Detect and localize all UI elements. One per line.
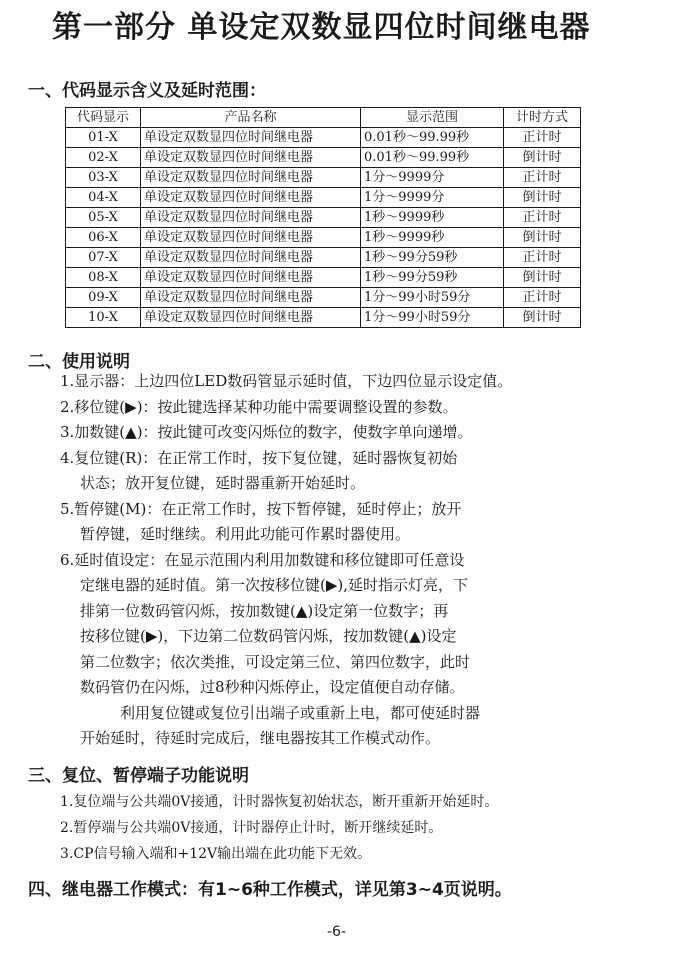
usage-line: 4.复位键(R)：在正常工作时，按下复位键，延时器恢复初始 <box>60 448 458 467</box>
table-row <box>66 168 581 188</box>
cell-code: 09-X <box>66 288 141 308</box>
cell-product: 单设定双数显四位时间继电器 <box>141 308 361 328</box>
cell-product: 单设定双数显四位时间继电器 <box>141 148 361 168</box>
usage-line: 6.延时值设定：在显示范围内利用加数键和移位键即可任意设 <box>60 550 465 569</box>
table-row <box>66 188 581 208</box>
cell-code: 02-X <box>66 148 141 168</box>
usage-line: 状态；放开复位键，延时器重新开始延时。 <box>80 474 366 492</box>
table-row <box>66 228 581 248</box>
table-row <box>66 128 581 148</box>
usage-line: 开始延时，待延时完成后，继电器按其工作模式动作。 <box>80 729 441 747</box>
cell-code: 01-X <box>66 128 141 148</box>
table-row <box>66 208 581 228</box>
cell-product: 单设定双数显四位时间继电器 <box>141 208 361 228</box>
cell-range: 1分～9999分 <box>361 188 504 208</box>
section-heading-work-modes: 四、继电器工作模式：有1~6种工作模式，详见第3~4页说明。 <box>28 880 512 900</box>
usage-line: 暂停键，延时继续。利用此功能可作累时器使用。 <box>80 525 411 543</box>
cell-product: 单设定双数显四位时间继电器 <box>141 128 361 148</box>
usage-line: 排第一位数码管闪烁，按加数键(▲)设定第一位数字；再 <box>80 601 449 620</box>
usage-instructions <box>60 369 620 752</box>
cell-mode: 正计时 <box>504 248 581 268</box>
page-number: -6- <box>326 924 346 940</box>
cell-mode: 倒计时 <box>504 188 581 208</box>
usage-line: 利用复位键或复位引出端子或重新上电，都可使延时器 <box>120 703 481 722</box>
cell-code: 04-X <box>66 188 141 208</box>
cell-range: 0.01秒～99.99秒 <box>361 148 504 168</box>
column-header-mode: 计时方式 <box>504 108 581 128</box>
column-header-product: 产品名称 <box>141 108 361 128</box>
usage-line: 定继电器的延时值。第一次按移位键(▶),延时指示灯亮，下 <box>80 576 469 594</box>
cell-range: 0.01秒～99.99秒 <box>361 128 504 148</box>
cell-product: 单设定双数显四位时间继电器 <box>141 188 361 208</box>
cell-product: 单设定双数显四位时间继电器 <box>141 288 361 308</box>
cell-mode: 倒计时 <box>504 308 581 328</box>
terminal-line: 3.CP信号输入端和+12V输出端在此功能下无效。 <box>60 846 372 862</box>
cell-code: 08-X <box>66 268 141 288</box>
code-range-table <box>65 107 581 328</box>
cell-range: 1秒～99分59秒 <box>361 248 504 268</box>
usage-line: 2.移位键(▶)：按此键选择某种功能中需要调整设置的参数。 <box>60 397 458 416</box>
table-row <box>66 308 581 328</box>
cell-code: 07-X <box>66 248 141 268</box>
column-header-code: 代码显示 <box>66 108 141 128</box>
table-row <box>66 288 581 308</box>
usage-line: 5.暂停键(M)：在正常工作时，按下暂停键，延时停止；放开 <box>60 499 462 518</box>
terminal-line: 2.暂停端与公共端0V接通，计时器停止计时，断开继续延时。 <box>60 820 443 836</box>
section-heading-terminals: 三、复位、暂停端子功能说明 <box>28 766 249 786</box>
cell-code: 10-X <box>66 308 141 328</box>
cell-code: 06-X <box>66 228 141 248</box>
cell-product: 单设定双数显四位时间继电器 <box>141 228 361 248</box>
page-title: 第一部分 单设定双数显四位时间继电器 <box>52 10 591 45</box>
usage-line: 3.加数键(▲)：按此键可改变闪烁位的数字，使数字单向递增。 <box>60 423 473 441</box>
cell-mode: 倒计时 <box>504 148 581 168</box>
cell-product: 单设定双数显四位时间继电器 <box>141 248 361 268</box>
cell-product: 单设定双数显四位时间继电器 <box>141 168 361 188</box>
cell-range: 1秒～99分59秒 <box>361 268 504 288</box>
cell-range: 1分～9999分 <box>361 168 504 188</box>
usage-line: 按移位键(▶)，下边第二位数码管闪烁，按加数键(▲)设定 <box>80 627 457 645</box>
cell-mode: 倒计时 <box>504 228 581 248</box>
terminal-line: 1.复位端与公共端0V接通，计时器恢复初始状态，断开重新开始延时。 <box>60 794 499 810</box>
terminal-notes <box>60 789 498 867</box>
cell-mode: 倒计时 <box>504 268 581 288</box>
cell-mode: 正计时 <box>504 288 581 308</box>
cell-code: 03-X <box>66 168 141 188</box>
cell-product: 单设定双数显四位时间继电器 <box>141 268 361 288</box>
usage-line: 1.显示器：上边四位LED数码管显示延时值，下边四位显示设定值。 <box>60 372 513 390</box>
column-header-range: 显示范围 <box>361 108 504 128</box>
cell-mode: 正计时 <box>504 128 581 148</box>
usage-line: 数码管仍在闪烁，过8秒种闪烁停止，设定值便自动存储。 <box>80 678 465 696</box>
table-header-row <box>66 108 581 128</box>
section-heading-usage: 二、使用说明 <box>28 352 130 372</box>
cell-range: 1分～99小时59分 <box>361 288 504 308</box>
table-row <box>66 268 581 288</box>
cell-range: 1秒～9999秒 <box>361 228 504 248</box>
table-row <box>66 248 581 268</box>
cell-range: 1秒～9999秒 <box>361 208 504 228</box>
cell-range: 1分～99小时59分 <box>361 308 504 328</box>
section-heading-code-display: 一、代码显示含义及延时范围： <box>28 81 266 101</box>
table-row <box>66 148 581 168</box>
usage-line: 第二位数字；依次类推，可设定第三位、第四位数字，此时 <box>80 652 471 671</box>
cell-code: 05-X <box>66 208 141 228</box>
cell-mode: 正计时 <box>504 208 581 228</box>
cell-mode: 正计时 <box>504 168 581 188</box>
